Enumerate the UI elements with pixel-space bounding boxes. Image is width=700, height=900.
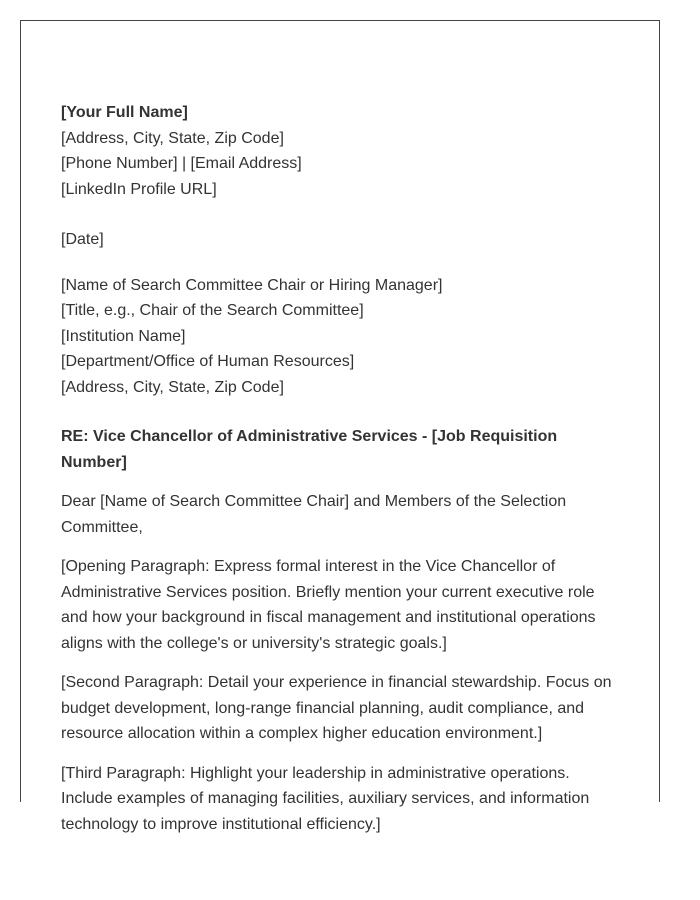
recipient-address: [Address, City, State, Zip Code] [61, 378, 284, 396]
recipient-name: [Name of Search Committee Chair or Hiring Manager] [61, 276, 443, 294]
subject-line: RE: Vice Chancellor of Administrative Services - [Job Requisition Number] [61, 428, 558, 471]
sender-contact: [Phone Number] | [Email Address] [61, 155, 302, 172]
salutation: Dear [Name of Search Committee Chair] and Members of the Selection Committee, [61, 493, 567, 536]
recipient-title: [Title, e.g., Chair of the Search Committee] [61, 302, 364, 319]
sender-block [61, 100, 621, 202]
recipient-institution: [Institution Name] [61, 327, 186, 345]
letter-page [20, 20, 660, 833]
paragraph-opening: [Opening Paragraph: Express formal interest in the Vice Chancellor of Administrative Services position. Briefly mention your current executive role and how your background in fiscal management and institutional operations aligns with the college's or university's strategic goals.] [61, 558, 596, 652]
recipient-department: [Department/Office of Human Resources] [61, 353, 355, 370]
letter-content [61, 100, 621, 837]
paragraph-third: [Third Paragraph: Highlight your leadership in administrative operations. Include examples of managing facilities, auxiliary services, and information technology to improve institutional efficiency.] [61, 764, 590, 833]
sender-linkedin: [LinkedIn Profile URL] [61, 180, 217, 198]
sender-address: [Address, City, State, Zip Code] [61, 129, 284, 147]
recipient-block [61, 273, 621, 401]
sender-name: [Your Full Name] [61, 104, 188, 121]
letter-date: [Date] [61, 231, 104, 248]
paragraph-second: [Second Paragraph: Detail your experience in financial stewardship. Focus on budget development, long-range financial planning, audit compliance, and resource allocation within a complex higher education environment.] [61, 674, 612, 742]
